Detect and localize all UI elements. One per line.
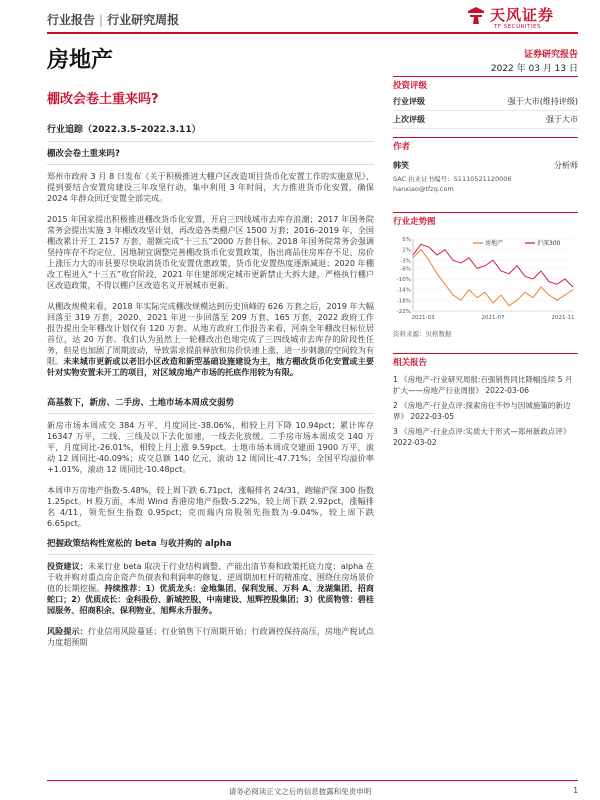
section-divider xyxy=(47,413,374,414)
author-title: 作者 xyxy=(393,137,578,154)
advice-text: 未来行业 beta 取决于行业结构调整、产能出清节奏和政策托底力度；alpha 在于收并购对重点房企资产负债表和利润率的修复、逆周期加杠杆的精准度、围绕住房场景价值的长期挖掘。 xyxy=(47,561,374,593)
chart-y-tick-label: 5% xyxy=(402,237,411,243)
rating-row xyxy=(393,93,578,111)
risk-text: 行业信用风险蔓延；行业销售下行周期开始；行政调控保持高压，房地产税试点力度超预期 xyxy=(47,626,374,647)
paragraph-index-performance: 本周申万房地产指数-5.48%，较上周下跌 6.71pct，涨幅排名 24/31，跑输沪深 300 指数 1.25pct。H 股方面，本周 Wind 香港房地产指数-5.22%，较上周下跌 2.92pct，涨幅排名 4/11，领先恒生指数 0.95pct；克而瑞内房股领先指数为-9.04%，较上周下跌 6.65pct。 xyxy=(47,485,375,528)
page-number: 1 xyxy=(573,786,578,795)
chart-x-tick-label: 2021-07 xyxy=(481,315,505,321)
prev-rating-row xyxy=(393,111,578,129)
sector-title: 房地产 xyxy=(47,48,114,73)
main-content xyxy=(47,88,374,648)
chart-y-tick-label: -22% xyxy=(396,309,411,315)
paragraph-risk-warning xyxy=(47,626,374,648)
chart-y-tick-label: -6% xyxy=(400,266,411,273)
section-divider xyxy=(47,554,374,555)
section-divider xyxy=(47,141,374,142)
chart-y-tick-label: -14% xyxy=(396,287,411,294)
report-date: 2022 年 03 月 13 日 xyxy=(490,64,578,74)
chart-legend-label: 沪深300 xyxy=(537,240,561,247)
paragraph-shantytown-scale xyxy=(47,301,374,378)
analyst-name: 韩笑 xyxy=(393,161,409,170)
chart-series-line xyxy=(413,250,573,306)
paragraph-zhengzhou-policy: 郑州市政府 3 月 8 日发布《关于积极推进大棚户区改造项目货币化安置工作的实施意见》，提到要结合安置房建设三年攻坚行动，集中利用 3 年时间，大力推进货币化安置，确保 2024 年群众回迁安置全部完成。 xyxy=(47,171,374,203)
report-subtitle: 棚改会卷土重来吗? xyxy=(47,92,159,107)
advice-recommendations: 持续推荐：1）优质龙头：金地集团、保利发展、万科 A、龙湖集团、招商蛇口；2）优质成长：金科股份、新城控股、中南建设、旭辉控股集团；3）优质物管：碧桂园服务、招商积余、保利物业、旭辉永升服务。 xyxy=(47,583,374,615)
related-report-item[interactable]: 1 《房地产-行业研究周报:百强销售同比降幅连续 5 月扩大——房地产行业周报》 2022-03-06 xyxy=(393,375,573,395)
advice-label: 投资建议： xyxy=(47,561,88,571)
logo-subtext: TF SECURITIES xyxy=(494,24,541,30)
paragraph-investment-advice xyxy=(47,561,374,616)
chart-x-tick-label: 2021-11 xyxy=(551,315,575,321)
logo-mark-icon xyxy=(466,5,486,25)
section-heading-investment: 把握政策结构性宽松的 beta 与收并购的 alpha xyxy=(47,539,232,549)
paragraph-shantytown-history: 2015 年国家提出积极推进棚改货币化安置，开启三四线城市去库存浪潮；2017 年国务院常务会提出实施 3 年棚改攻坚计划，再改造各类棚户区 1500 万套；2016–2019 年，全国棚改累计开工 2157 万套，超额完成“十三五”2000 万套目标。2018 年国务院常务会强调坚持库存不均定位、因地制宜调整完善棚改货币化安置政策，指出商品住房库存不足、房价上涨压力大的市县要尽快取消货币化安置优惠政策，货币化安置热度逐渐减退；2020 年棚改工程进入“十三五”收官阶段，2021 年住建部规定城市更新禁止大拆大建，严格执行棚户区改造政策，不得以棚户区改造名义开展城市更新。 xyxy=(47,214,374,290)
rating-label: 行业评级 xyxy=(393,97,425,106)
rating-value: 强于大市(维持评级) xyxy=(507,97,578,106)
chart-title: 行业走势图 xyxy=(393,212,578,229)
risk-label: 风险提示： xyxy=(47,626,88,636)
related-report-item[interactable]: 2 《房地产-行业点评:探索房住不炒与因城施策的新边界》 2022-03-05 xyxy=(393,401,571,421)
scale-text: 从棚改规模来看，2018 年实际完成棚改规模达到历史顶峰的 626 万套之后，2019 年大幅回落至 319 万套，2020、2021 年进一步回落至 209 万套、165 万套，2022 政府工作报告提出全年棚改计划仅有 120 万套。从地方政府工作报告来看，河南全年棚改目标位居首位，达 20 万套。我们认为虽然上一轮棚改出色地完成了三四线城市去库存的阶段性任务，但是也加剧了周期波动，导致需求提前释放和房价快速上涨，进一步刺激的空间较为有限。 xyxy=(47,301,374,366)
chart-y-tick-label: -18% xyxy=(396,298,411,305)
chart-y-tick-label: -10% xyxy=(396,277,411,283)
section-heading-shantytown: 棚改会卷土重来吗? xyxy=(47,149,120,159)
sidebar xyxy=(393,76,578,448)
section-divider xyxy=(47,164,374,165)
chart-legend-label: 房地产 xyxy=(485,240,504,247)
prev-rating-label: 上次评级 xyxy=(393,115,425,124)
paragraph-market-volume: 新房市场本周成交 384 万平，月度同比-38.06%，相较上月下降 10.94pct；累计库存 16347 万平，二线、三线及以下去化加速，一线去化放缓。二手房市场本周成交 140 万平，月度同比-26.01%，相较上月上涨 9.59pct。土地市场本周成交建面 1900 万平，滚动 12 周同比-40.09%；成交总额 140 亿元，滚动 12 周同比-47.71%；全国平均溢价率+1.01%，滚动 12 周同比-10.48pct。 xyxy=(47,420,374,474)
header-separator: | xyxy=(99,13,104,27)
section-heading-market: 高基数下，新房、二手房、土地市场本周成交弱势 xyxy=(47,398,235,408)
report-header xyxy=(47,11,179,28)
chart-y-tick-label: -3% xyxy=(400,258,411,265)
chart-source: 资料来源：贝格数据 xyxy=(393,330,452,338)
tracking-period: 行业追踪（2022.3.5–2022.3.11） xyxy=(47,125,201,135)
header-report-label: 行业报告 xyxy=(47,13,96,27)
analyst-role: 分析师 xyxy=(554,161,578,170)
chart-y-tick-label: 1% xyxy=(402,247,411,254)
scale-conclusion: 未来城市更新或以老旧小区改造和新型基础设施建设为主，地方棚改货币化安置或主要针对实物安置未开工的项目，对区域房地产市场的托底作用较为有限。 xyxy=(47,356,374,377)
analyst-row xyxy=(393,160,578,171)
footer-disclaimer: 请务必阅读正文之后的信息披露和免责申明 xyxy=(228,787,372,796)
industry-trend-chart xyxy=(393,233,578,323)
company-logo xyxy=(466,2,581,34)
related-title: 相关报告 xyxy=(393,353,578,370)
logo-text: 天风证券 xyxy=(490,6,555,24)
header-report-subtype: 行业研究周报 xyxy=(107,13,180,27)
related-report-item[interactable]: 3 《房地产-行业点评:实质大于形式—郑州新政点评》 2022-03-02 xyxy=(393,427,571,447)
chart-x-tick-label: 2021-03 xyxy=(411,315,435,321)
footer-divider xyxy=(47,780,578,781)
prev-rating-value: 强于大市 xyxy=(546,115,578,124)
chart-series-line xyxy=(413,244,573,287)
related-reports xyxy=(393,374,578,448)
header-divider xyxy=(47,32,578,34)
analyst-email[interactable]: hanxiao@tfzq.com xyxy=(393,185,454,193)
report-type: 证券研究报告 xyxy=(523,50,578,60)
rating-title: 投资评级 xyxy=(393,76,578,93)
analyst-sac: SAC 执业证书编号：S1110521120006 xyxy=(393,175,512,183)
